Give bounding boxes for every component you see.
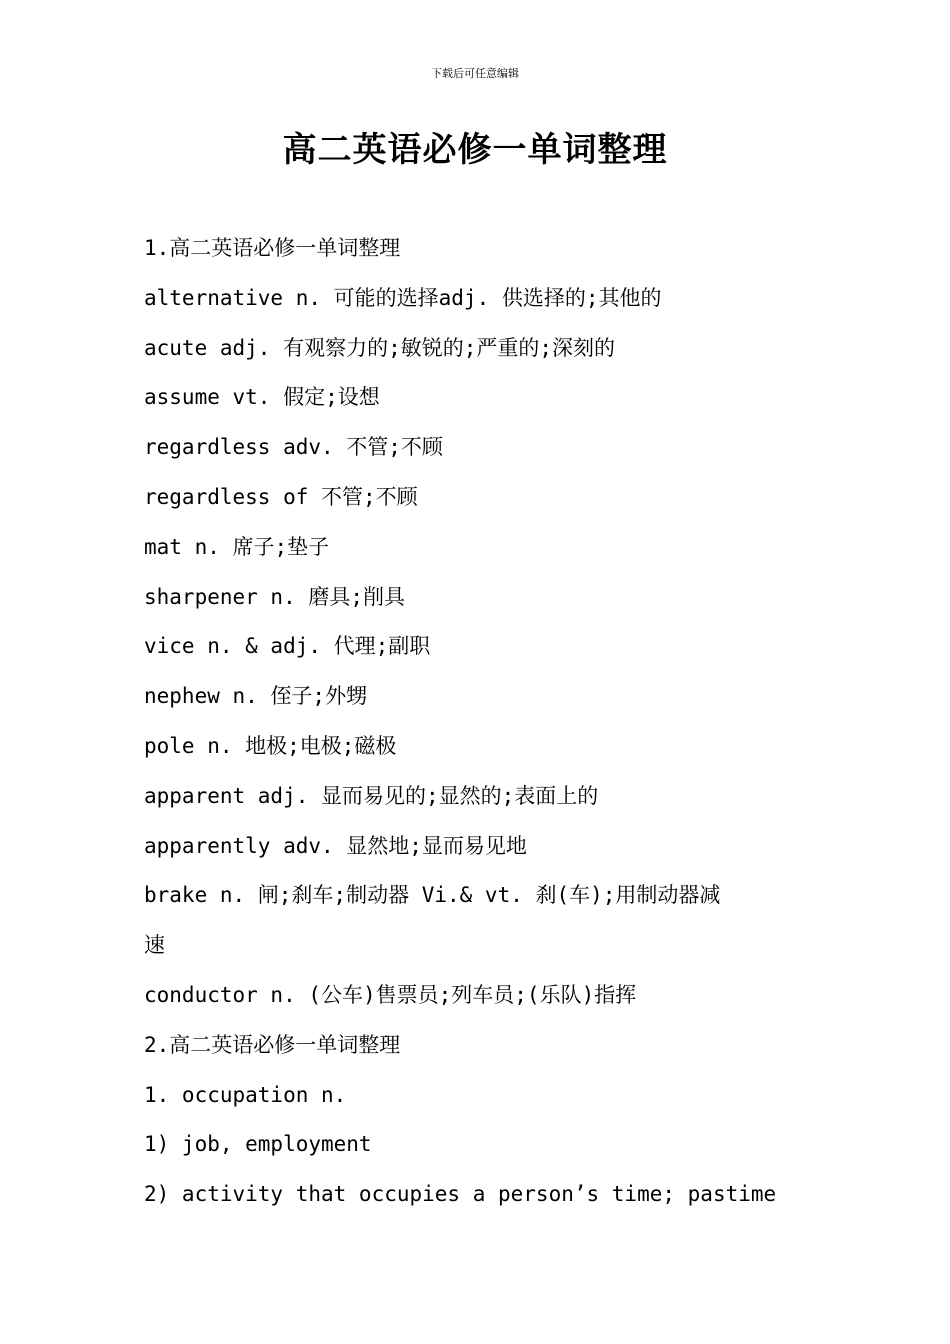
vocab-entry: acute adj. 有观察力的;敏锐的;严重的;深刻的 xyxy=(144,335,616,360)
definition-item: 1) job, employment xyxy=(144,1132,372,1157)
header-note: 下载后可任意编辑 xyxy=(431,67,519,80)
vocab-entry: mat n. 席子;垫子 xyxy=(144,534,330,559)
definition-item: 2) activity that occupies a person’s time; pastime xyxy=(144,1182,777,1207)
vocab-entry: regardless adv. 不管;不顾 xyxy=(144,435,443,460)
section-heading-2: 2.高二英语必修一单词整理 xyxy=(144,1032,401,1057)
vocab-entry: conductor n. (公车)售票员;列车员;(乐队)指挥 xyxy=(144,982,637,1007)
vocab-entry: brake n. 闸;刹车;制动器 Vi.& vt. 刹(车);用制动器减 xyxy=(144,883,721,908)
vocab-entry: pole n. 地极;电极;磁极 xyxy=(144,733,397,758)
vocab-entry-continuation: 速 xyxy=(144,933,165,958)
vocabulary-list xyxy=(144,224,824,1220)
vocab-entry: nephew n. 侄子;外甥 xyxy=(144,684,368,709)
vocab-entry: regardless of 不管;不顾 xyxy=(144,484,418,509)
vocab-entry: alternative n. 可能的选择adj. 供选择的;其他的 xyxy=(144,285,662,310)
vocab-entry: apparently adv. 显然地;显而易见地 xyxy=(144,833,527,858)
numbered-entry: 1. occupation n. xyxy=(144,1082,347,1107)
vocab-entry: apparent adj. 显而易见的;显然的;表面上的 xyxy=(144,783,599,808)
vocab-entry: vice n. & adj. 代理;副职 xyxy=(144,634,431,659)
section-heading-1: 1.高二英语必修一单词整理 xyxy=(144,236,401,260)
vocab-entry: assume vt. 假定;设想 xyxy=(144,385,380,410)
vocab-entry: sharpener n. 磨具;削具 xyxy=(144,584,406,609)
document-title: 高二英语必修一单词整理 xyxy=(282,130,668,170)
